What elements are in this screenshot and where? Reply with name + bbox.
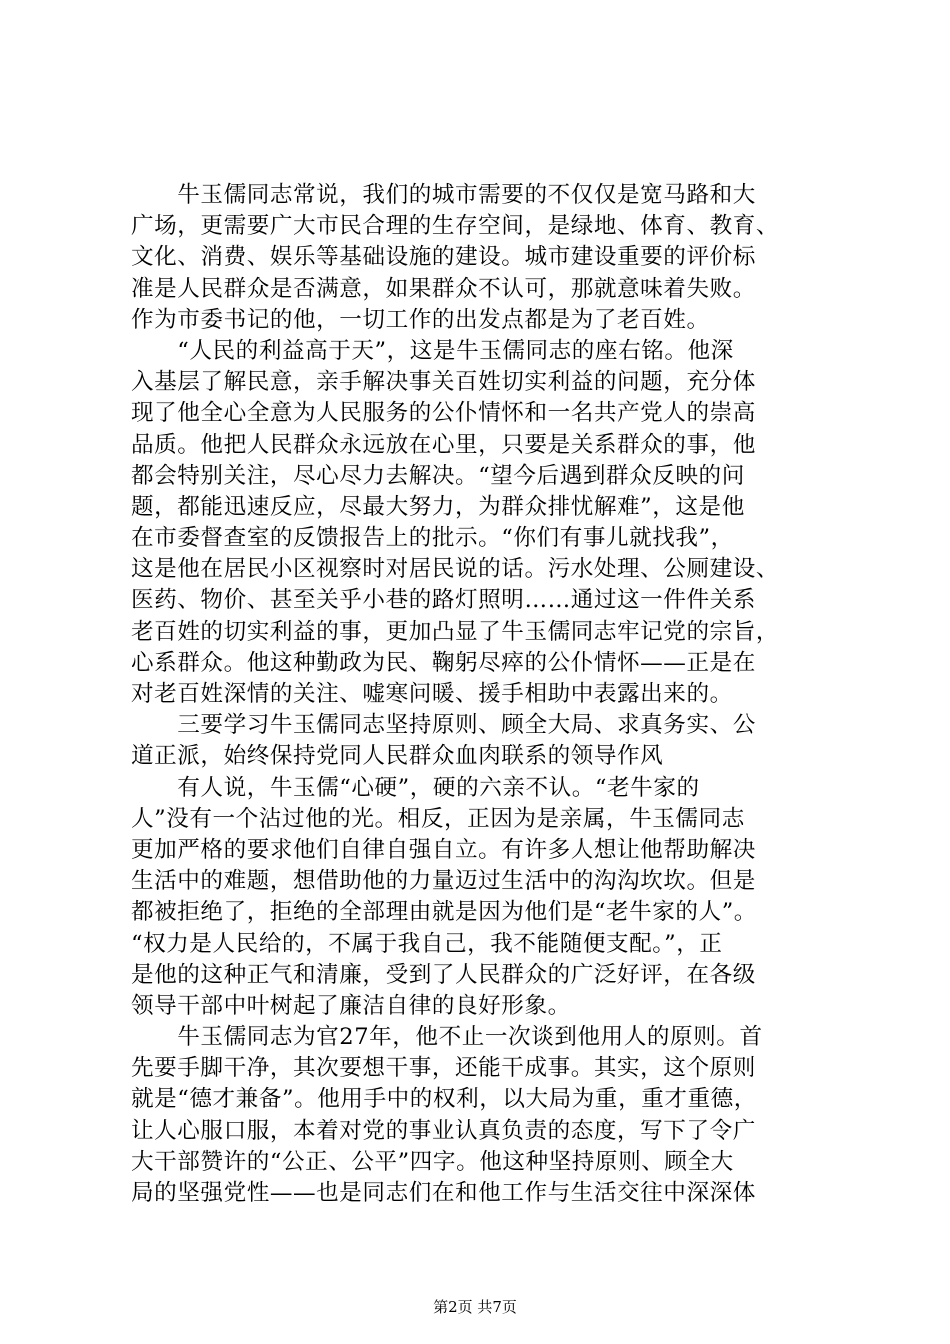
text-line: 对老百姓深情的关注、嘘寒问暖、援手相助中表露出来的。 xyxy=(131,681,733,707)
text-line: 现了他全心全意为人民服务的公仆情怀和一名共产党人的崇高 xyxy=(131,400,756,427)
text-line: 让人心服口服，本着对党的事业认真负责的态度，写下了令广 xyxy=(131,1117,756,1144)
text-line: 品质。他把人民群众永远放在心里，只要是关系群众的事，他 xyxy=(131,431,756,458)
text-line: 道正派，始终保持党同人民群众血肉联系的领导作风 xyxy=(131,743,664,770)
text-line: 人”没有一个沾过他的光。相反，正因为是亲属，牛玉儒同志 xyxy=(131,805,745,832)
text-line: 生活中的难题，想借助他的力量迈过生活中的沟沟坎坎。但是 xyxy=(131,868,756,895)
paragraph-4 xyxy=(131,773,831,1023)
text-line: 更加严格的要求他们自律自强自立。有许多人想让他帮助解决 xyxy=(131,836,756,863)
text-line: 就是“德才兼备”。他用手中的权利，以大局为重，重才重德， xyxy=(131,1086,757,1113)
paragraph-2 xyxy=(131,336,831,710)
text-line: “人民的利益高于天”，这是牛玉儒同志的座右铭。他深 xyxy=(131,337,734,364)
paragraph-1 xyxy=(131,180,831,336)
document-body xyxy=(131,180,831,1209)
text-line: 三要学习牛玉儒同志坚持原则、顾全大局、求真务实、公 xyxy=(131,712,756,739)
text-line: 题，都能迅速反应，尽最大努力，为群众排忧解难”，这是他 xyxy=(131,493,745,520)
text-line: 准是人民群众是否满意，如果群众不认可，那就意味着失败。 xyxy=(131,275,756,302)
text-line: 先要手脚干净，其次要想干事，还能干成事。其实，这个原则 xyxy=(131,1055,756,1082)
text-line: 牛玉儒同志为官27年，他不止一次谈到他用人的原则。首 xyxy=(131,1024,763,1051)
paragraph-5 xyxy=(131,1022,831,1209)
text-line: 都会特别关注，尽心尽力去解决。“望今后遇到群众反映的问 xyxy=(131,462,745,489)
page-number-footer: 第2页 共7页 xyxy=(433,1298,517,1316)
text-line: 老百姓的切实利益的事，更加凸显了牛玉儒同志牢记党的宗旨， xyxy=(131,618,780,645)
text-line: 医药、物价、甚至关乎小巷的路灯照明……通过这一件件关系 xyxy=(131,587,756,614)
text-line: 心系群众。他这种勤政为民、鞠躬尽瘁的公仆情怀——正是在 xyxy=(131,649,756,676)
text-line: 这是他在居民小区视察时对居民说的话。污水处理、公厕建设、 xyxy=(131,556,780,583)
text-line: 在市委督查室的反馈报告上的批示。“你们有事儿就找我”， xyxy=(131,525,734,552)
text-line: 文化、消费、娱乐等基础设施的建设。城市建设重要的评价标 xyxy=(131,244,756,271)
text-line: “权力是人民给的，不属于我自己，我不能随便支配。”，正 xyxy=(131,930,723,957)
section-heading-paragraph xyxy=(131,710,831,772)
text-line: 是他的这种正气和清廉，受到了人民群众的广泛好评，在各级 xyxy=(131,961,756,988)
text-line: 广场，更需要广大市民合理的生存空间，是绿地、体育、教育、 xyxy=(131,213,780,240)
text-line: 大干部赞许的“公正、公平”四字。他这种坚持原则、顾全大 xyxy=(131,1148,734,1175)
text-line: 作为市委书记的他，一切工作的出发点都是为了老百姓。 xyxy=(131,306,710,333)
text-line: 牛玉儒同志常说，我们的城市需要的不仅仅是宽马路和大 xyxy=(131,182,756,208)
text-line: 局的坚强党性——也是同志们在和他工作与生活交往中深深体 xyxy=(131,1180,756,1206)
text-line: 有人说，牛玉儒“心硬”，硬的六亲不认。“老牛家的 xyxy=(131,774,700,801)
text-line: 领导干部中叶树起了廉洁自律的良好形象。 xyxy=(131,992,571,1019)
text-line: 入基层了解民意，亲手解决事关百姓切实利益的问题，充分体 xyxy=(131,369,756,396)
text-line: 都被拒绝了，拒绝的全部理由就是因为他们是“老牛家的人”。 xyxy=(131,899,757,926)
